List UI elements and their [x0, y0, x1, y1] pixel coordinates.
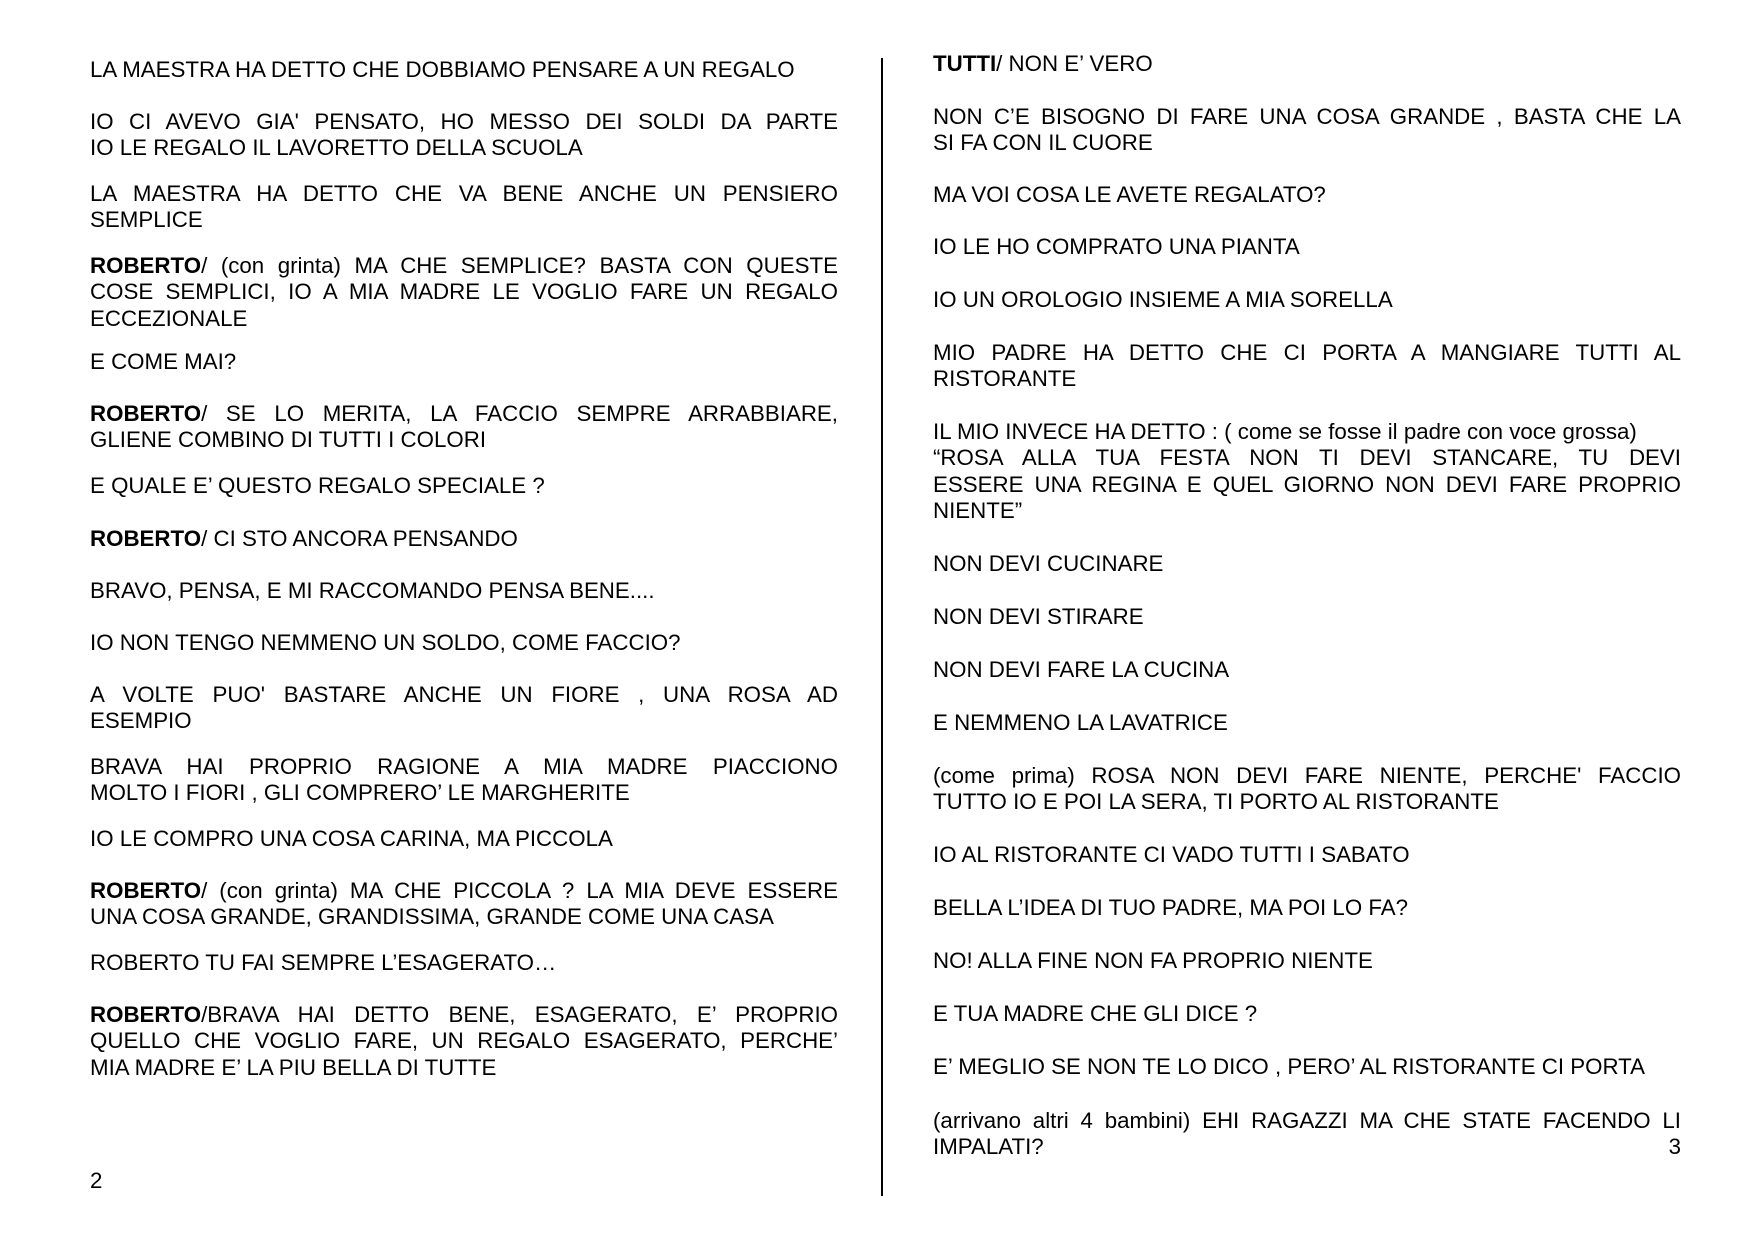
line-block: [933, 1108, 1681, 1161]
line-block: [90, 181, 838, 234]
line-block: [933, 234, 1681, 260]
line-block: [90, 109, 838, 162]
text-line: E NEMMENO LA LAVATRICE: [933, 710, 1228, 735]
dialogue-block: [90, 401, 838, 454]
line-block: [90, 578, 838, 604]
text-line: COSE SEMPLICI, IO A MIA MADRE LE VOGLIO FARE UN REGALO: [90, 279, 838, 305]
line-block: [933, 657, 1681, 683]
text-line: [90, 878, 838, 904]
dialogue-block: [90, 526, 838, 552]
line-block: [933, 710, 1681, 736]
dialogue-text: / CI STO ANCORA PENSANDO: [201, 526, 518, 551]
dialogue-text: /BRAVA HAI DETTO BENE, ESAGERATO, E’ PROPRIO: [201, 1002, 838, 1027]
line-block: [933, 182, 1681, 208]
text-line: NON DEVI FARE LA CUCINA: [933, 657, 1230, 682]
text-line: ROBERTO TU FAI SEMPRE L’ESAGERATO…: [90, 950, 557, 975]
text-line: [90, 401, 838, 427]
text-line: NIENTE”: [933, 497, 1023, 523]
line-block: [933, 287, 1681, 313]
text-line: MIA MADRE E’ LA PIU BELLA DI TUTTE: [90, 1054, 497, 1080]
speaker-name: ROBERTO: [90, 253, 202, 278]
line-block: [933, 340, 1681, 393]
text-line: BRAVO, PENSA, E MI RACCOMANDO PENSA BENE....: [90, 578, 655, 603]
text-line: GLIENE COMBINO DI TUTTI I COLORI: [90, 427, 487, 453]
text-line: RISTORANTE: [933, 366, 1077, 392]
text-line: UNA COSA GRANDE, GRANDISSIMA, GRANDE COME UNA CASA: [90, 904, 774, 930]
text-line: (arrivano altri 4 bambini) EHI RAGAZZI MA CHE STATE FACENDO LI: [933, 1108, 1681, 1133]
text-line: IO LE REGALO IL LAVORETTO DELLA SCUOLA: [90, 135, 583, 161]
text-line: IO AL RISTORANTE CI VADO TUTTI I SABATO: [933, 842, 1410, 867]
dialogue-text: / SE LO MERITA, LA FACCIO SEMPRE ARRABBIARE,: [201, 401, 838, 426]
text-line: IO NON TENGO NEMMENO UN SOLDO, COME FACCIO?: [90, 630, 681, 655]
text-line: E TUA MADRE CHE GLI DICE ?: [933, 1001, 1258, 1026]
text-line: MA VOI COSA LE AVETE REGALATO?: [933, 182, 1326, 207]
text-line: LA MAESTRA HA DETTO CHE DOBBIAMO PENSARE A UN REGALO: [90, 57, 795, 82]
text-line: IO LE HO COMPRATO UNA PIANTA: [933, 234, 1300, 259]
text-line: [90, 526, 838, 552]
text-line: BELLA L’IDEA DI TUO PADRE, MA POI LO FA?: [933, 895, 1409, 920]
line-block: [933, 763, 1681, 816]
text-line: [90, 253, 838, 279]
line-block: [933, 551, 1681, 577]
text-line: LA MAESTRA HA DETTO CHE VA BENE ANCHE UN PENSIERO: [90, 181, 838, 206]
text-line: MIO PADRE HA DETTO CHE CI PORTA A MANGIARE TUTTI AL: [933, 340, 1681, 365]
text-line: ESEMPIO: [90, 708, 192, 734]
text-line: TUTTO IO E POI LA SERA, TI PORTO AL RISTORANTE: [933, 789, 1499, 815]
text-line: IO LE COMPRO UNA COSA CARINA, MA PICCOLA: [90, 826, 613, 851]
page-number: 2: [90, 1168, 103, 1193]
dialogue-text: / (con grinta) MA CHE PICCOLA ? LA MIA DEVE ESSERE: [201, 878, 838, 903]
line-block: [933, 1001, 1681, 1027]
text-line: NON C’E BISOGNO DI FARE UNA COSA GRANDE , BASTA CHE LA: [933, 104, 1681, 129]
dialogue-block: [90, 1002, 838, 1081]
line-block: [90, 473, 838, 499]
dialogue-text: / (con grinta) MA CHE SEMPLICE? BASTA CON QUESTE: [201, 253, 838, 278]
text-line: A VOLTE PUO' BASTARE ANCHE UN FIORE , UNA ROSA AD: [90, 682, 838, 707]
line-block: [90, 950, 838, 976]
speaker-name: TUTTI: [933, 51, 997, 76]
line-block: [933, 1054, 1681, 1080]
speaker-name: ROBERTO: [90, 526, 202, 551]
text-line: IO CI AVEVO GIA' PENSATO, HO MESSO DEI SOLDI DA PARTE: [90, 109, 838, 134]
line-block: [933, 419, 1681, 524]
speaker-name: ROBERTO: [90, 1002, 202, 1027]
text-line: BRAVA HAI PROPRIO RAGIONE A MIA MADRE PIACCIONO: [90, 754, 838, 779]
text-line: SEMPLICE: [90, 207, 203, 233]
line-block: [90, 630, 838, 656]
text-line: ECCEZIONALE: [90, 305, 248, 331]
line-block: [933, 895, 1681, 921]
text-line: [933, 51, 1681, 77]
line-block: [933, 104, 1681, 157]
line-block: [90, 826, 838, 852]
line-block: [933, 948, 1681, 974]
page-number: 3: [1668, 1134, 1681, 1159]
text-line: (come prima) ROSA NON DEVI FARE NIENTE, PERCHE' FACCIO: [933, 763, 1681, 788]
line-block: [90, 682, 838, 735]
dialogue-block: [933, 51, 1681, 77]
text-line: IL MIO INVECE HA DETTO : ( come se fosse il padre con voce grossa): [933, 419, 1637, 444]
dialogue-text: / NON E’ VERO: [996, 51, 1153, 76]
text-line: QUELLO CHE VOGLIO FARE, UN REGALO ESAGERATO, PERCHE’: [90, 1028, 838, 1054]
text-line: E’ MEGLIO SE NON TE LO DICO , PERO’ AL RISTORANTE CI PORTA: [933, 1054, 1645, 1079]
text-line: “ROSA ALLA TUA FESTA NON TI DEVI STANCARE, TU DEVI: [933, 445, 1681, 471]
line-block: [933, 604, 1681, 630]
text-line: NON DEVI STIRARE: [933, 604, 1144, 629]
text-line: SI FA CON IL CUORE: [933, 130, 1153, 156]
text-line: NO! ALLA FINE NON FA PROPRIO NIENTE: [933, 948, 1373, 973]
right-page: [933, 0, 1681, 1240]
line-block: [90, 754, 838, 807]
line-block: [933, 842, 1681, 868]
text-line: NON DEVI CUCINARE: [933, 551, 1164, 576]
line-block: [90, 57, 838, 83]
text-line: ESSERE UNA REGINA E QUEL GIORNO NON DEVI FARE PROPRIO: [933, 471, 1681, 497]
left-page: [90, 0, 838, 1240]
dialogue-block: [90, 253, 838, 332]
speaker-name: ROBERTO: [90, 401, 202, 426]
text-line: IO UN OROLOGIO INSIEME A MIA SORELLA: [933, 287, 1393, 312]
dialogue-block: [90, 878, 838, 931]
speaker-name: ROBERTO: [90, 878, 202, 903]
text-line: E COME MAI?: [90, 349, 237, 374]
text-line: MOLTO I FIORI , GLI COMPRERO’ LE MARGHERITE: [90, 780, 630, 806]
text-line: IMPALATI?: [933, 1134, 1044, 1160]
line-block: [90, 349, 838, 375]
page-divider: [881, 58, 883, 1196]
text-line: [90, 1002, 838, 1028]
text-line: E QUALE E’ QUESTO REGALO SPECIALE ?: [90, 473, 545, 498]
